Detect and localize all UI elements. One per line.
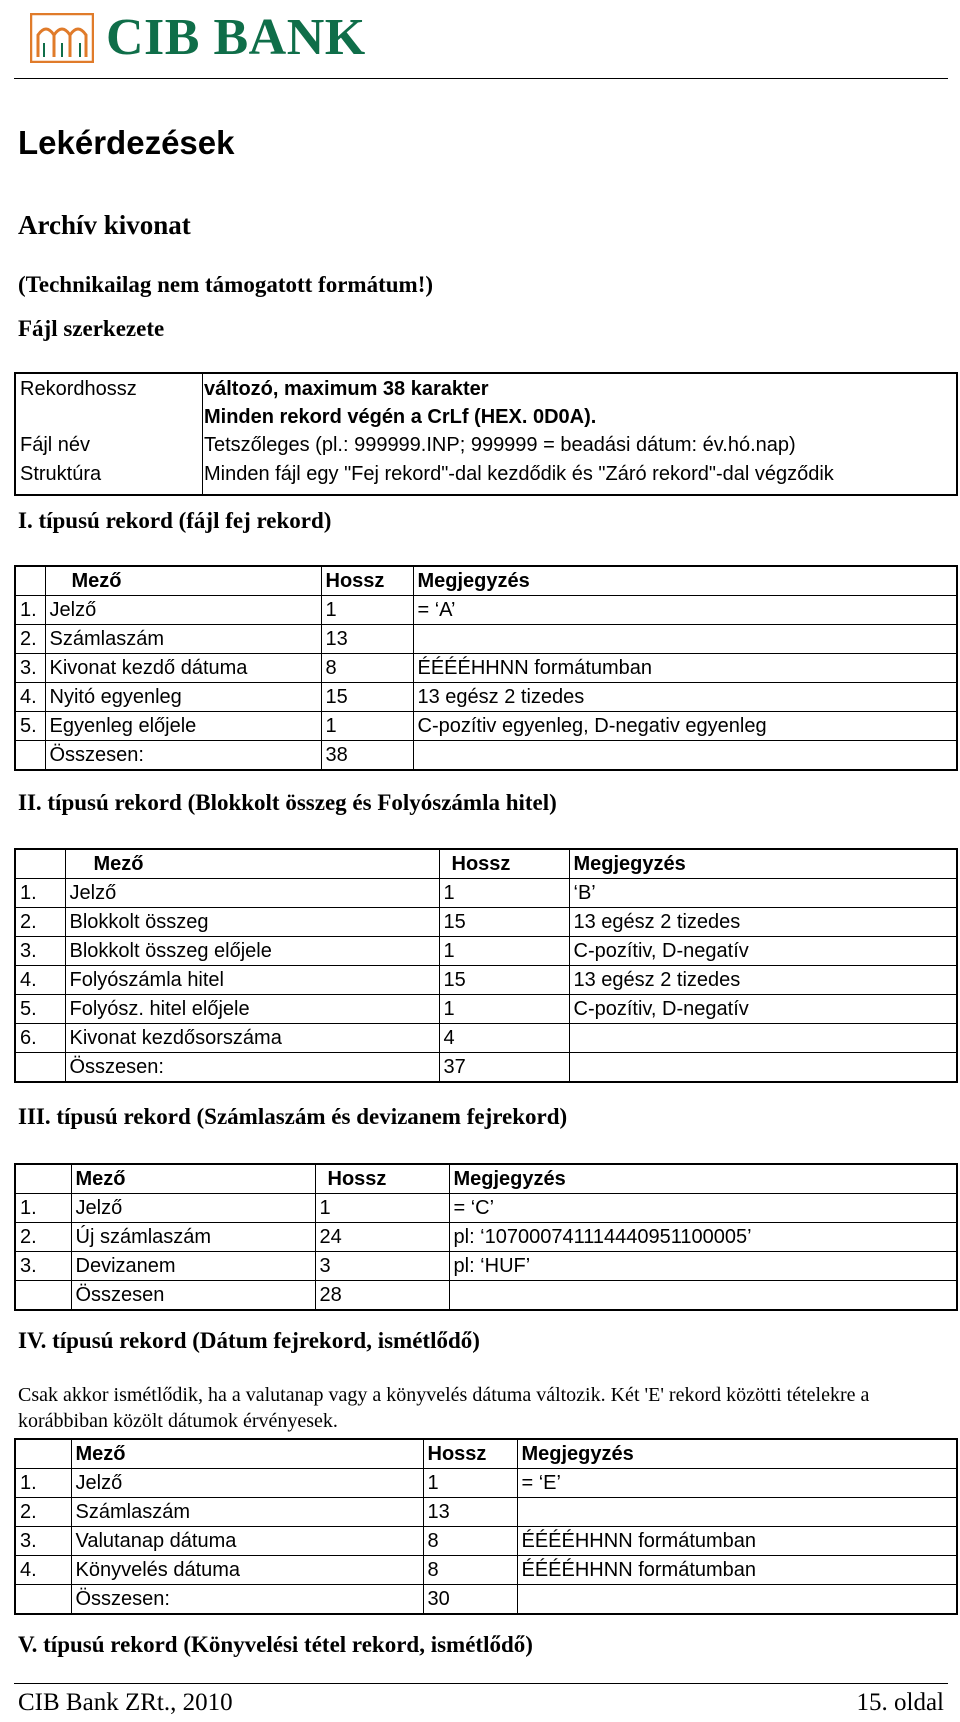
record1-table bbox=[14, 565, 958, 771]
page-footer bbox=[14, 1683, 948, 1722]
table-row: 5. Folyósz. hitel előjele 1 C-pozítiv, D-negatív bbox=[15, 995, 957, 1024]
cib-arches-icon bbox=[30, 13, 94, 63]
record3-title: III. típusú rekord (Számlaszám és devizanem fejrekord) bbox=[18, 1104, 568, 1129]
table-total-row: Összesen 28 bbox=[15, 1281, 957, 1311]
structure-key: Rekordhossz bbox=[20, 378, 137, 400]
col-header-note: Megjegyzés bbox=[517, 1439, 957, 1469]
footer-page-number: 15. oldal bbox=[856, 1689, 944, 1716]
table-row: 1. Jelző 1 = ‘E’ bbox=[15, 1469, 957, 1498]
col-header-note: Megjegyzés bbox=[449, 1164, 957, 1194]
table-total-row: Összesen: 30 bbox=[15, 1585, 957, 1615]
record1-title: I. típusú rekord (fájl fej rekord) bbox=[18, 508, 332, 533]
table-row: 4. Könyvelés dátuma 8 ÉÉÉÉHHNN formátumban bbox=[15, 1556, 957, 1585]
table-header-row bbox=[15, 849, 957, 879]
record3-table bbox=[14, 1163, 958, 1311]
table-row: 2. Blokkolt összeg 15 13 egész 2 tizedes bbox=[15, 908, 957, 937]
format-note: (Technikailag nem támogatott formátum!) bbox=[18, 272, 434, 297]
brand-logo bbox=[30, 9, 366, 66]
record4-title: IV. típusú rekord (Dátum fejrekord, ismétlődő) bbox=[18, 1328, 480, 1353]
table-row: 3. Kivonat kezdő dátuma 8 ÉÉÉÉHHNN formátumban bbox=[15, 654, 957, 683]
table-header-row bbox=[15, 1439, 957, 1469]
col-header-field: Mező bbox=[71, 1164, 315, 1194]
col-header-length: Hossz bbox=[315, 1164, 449, 1194]
table-header-row bbox=[15, 566, 957, 596]
col-header-length: Hossz bbox=[321, 566, 413, 596]
structure-value: Minden fájl egy "Fej rekord"-dal kezdődik és "Záró rekord"-dal végződik bbox=[204, 463, 834, 485]
table-row: 1. Jelző 1 = ‘A’ bbox=[15, 596, 957, 625]
table-row: 5. Egyenleg előjele 1 C-pozítiv egyenleg, D-negativ egyenleg bbox=[15, 712, 957, 741]
table-row: 1. Jelző 1 = ‘C’ bbox=[15, 1194, 957, 1223]
record4-description: Csak akkor ismétlődik, ha a valutanap vagy a könyvelés dátuma változik. Két 'E' rekord közötti tételekre a korábbiban közölt dátumok érvényesek. bbox=[18, 1384, 870, 1432]
table-row: 2. Új számlaszám 24 pl: ‘107000741114440951100005’ bbox=[15, 1223, 957, 1252]
table-row: 3. Valutanap dátuma 8 ÉÉÉÉHHNN formátumban bbox=[15, 1527, 957, 1556]
col-header-note: Megjegyzés bbox=[413, 566, 957, 596]
col-header-length: Hossz bbox=[439, 849, 569, 879]
col-header-field: Mező bbox=[45, 566, 321, 596]
col-header bbox=[15, 566, 45, 596]
col-header-note: Megjegyzés bbox=[569, 849, 957, 879]
table-row: 1. Jelző 1 ‘B’ bbox=[15, 879, 957, 908]
col-header-length: Hossz bbox=[423, 1439, 517, 1469]
record2-title: II. típusú rekord (Blokkolt összeg és Folyószámla hitel) bbox=[18, 790, 557, 815]
col-header bbox=[15, 1164, 71, 1194]
record5-title: V. típusú rekord (Könyvelési tétel rekord, ismétlődő) bbox=[18, 1632, 533, 1657]
table-header-row bbox=[15, 1164, 957, 1194]
col-header-field: Mező bbox=[65, 849, 439, 879]
table-row: 3. Blokkolt összeg előjele 1 C-pozítiv, D-negatív bbox=[15, 937, 957, 966]
table-row: 2. Számlaszám 13 bbox=[15, 1498, 957, 1527]
brand-name: CIB BANK bbox=[106, 9, 366, 66]
file-structure-title: Fájl szerkezete bbox=[18, 316, 165, 341]
table-row: 2. Számlaszám 13 bbox=[15, 625, 957, 654]
col-header-field: Mező bbox=[71, 1439, 423, 1469]
page-header bbox=[14, 0, 948, 79]
record4-table bbox=[14, 1438, 958, 1615]
record2-table bbox=[14, 848, 958, 1083]
col-header bbox=[15, 1439, 71, 1469]
table-row: 4. Nyitó egyenleg 15 13 egész 2 tizedes bbox=[15, 683, 957, 712]
footer-company: CIB Bank ZRt., 2010 bbox=[18, 1689, 233, 1716]
structure-key: Fájl név bbox=[20, 434, 91, 456]
section-title: Archív kivonat bbox=[18, 210, 191, 240]
table-row: 6. Kivonat kezdősorszáma 4 bbox=[15, 1024, 957, 1053]
page-title: Lekérdezések bbox=[18, 124, 235, 161]
structure-value: Minden rekord végén a CrLf (HEX. 0D0A). bbox=[204, 406, 597, 428]
col-header bbox=[15, 849, 65, 879]
file-structure-table bbox=[14, 372, 958, 496]
table-row: 4. Folyószámla hitel 15 13 egész 2 tizedes bbox=[15, 966, 957, 995]
table-row: 3. Devizanem 3 pl: ‘HUF’ bbox=[15, 1252, 957, 1281]
structure-value: változó, maximum 38 karakter bbox=[204, 378, 489, 400]
structure-value: Tetszőleges (pl.: 999999.INP; 999999 = beadási dátum: év.hó.nap) bbox=[204, 434, 796, 456]
structure-key: Struktúra bbox=[20, 463, 102, 485]
table-total-row: Összesen: 37 bbox=[15, 1053, 957, 1083]
table-total-row: Összesen: 38 bbox=[15, 741, 957, 771]
